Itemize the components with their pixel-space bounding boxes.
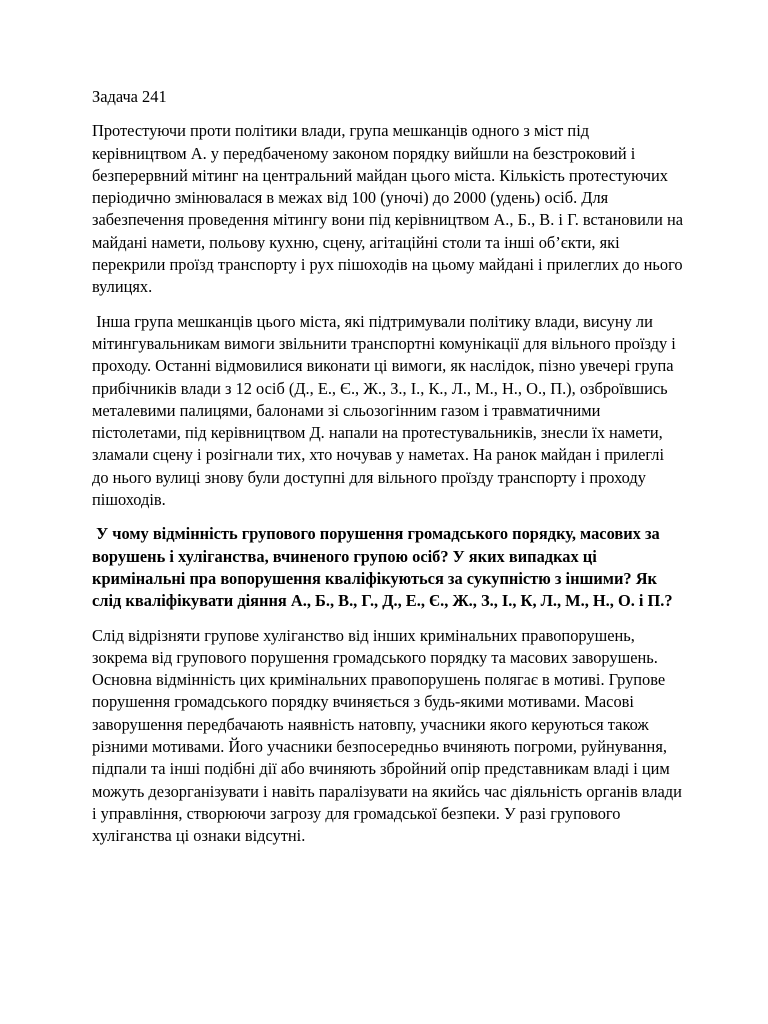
task-question (92, 523, 684, 612)
document-body (92, 86, 684, 860)
case-paragraph-2-text: Інша група мешканців цього міста, які підтримували політику влади, висуну ли мітингувальникам вимоги звільнити транспортні комунікації для вільного проїзду і проходу. Останні відмовилися виконати ці вимоги, як наслідок, пізно увечері група прибічників влади з 12 осіб (Д., Е., Є., Ж., З., І., К., Л., М., Н., О., П.), озброївшись металевими палицями, балонами зі сльозогінним газом і травматичними пістолетами, під керівництвом Д. напали на протестувальників, знесли їх намети, зламали сцену і розігнали тих, хто ночував у наметах. На ранок майдан і прилеглі до нього вулиці знову були доступні для вільного проїзду транспорту і проходу пішоходів. (92, 311, 676, 510)
answer-paragraph: Слід відрізняти групове хуліганство від інших кримінальних правопорушень, зокрема від групового порушення громадського порядку та масових заворушень. Основна відмінність цих кримінальних правопорушень полягає в мотиві. Групове порушення громадського порядку вчиняється з будь-якими мотивами. Масові заворушення передбачають наявність натовпу, учасники якого керуються також різними мотивами. Його учасники безпосередньо вчиняють погроми, руйнування, підпали та інші подібні дії або вчиняють збройний опір представникам владі і цим можуть дезорганізувати і навіть паралізувати на якийсь час діяльність органів влади і управління, створюючи загрозу для громадської безпеки. У разі групового хуліганства ці ознаки відсутні. (92, 625, 682, 846)
task-title: Задача 241 (92, 87, 167, 106)
case-paragraph-2 (92, 311, 684, 512)
case-paragraph-1: Протестуючи проти політики влади, група мешканців одного з міст під керівництвом А. у передбаченому законом порядку вийшли на безстроковий і безперервний мітинг на центральний майдан цього міста. Кількість протестуючих періодично змінювалася в межах від 100 (уночі) до 2000 (удень) осіб. Для забезпечення проведення мітингу вони під керівництвом А., Б., В. і Г. встановили на майдані намети, польову кухню, сцену, агітаційні столи та інші об’єкти, які перекрили проїзд транспорту і рух пішоходів на цьому майдані і прилеглих до нього вулицях. (92, 121, 684, 297)
task-question-text: У чому відмінність групового порушення громадського порядку, масових за ворушень і хуліганства, вчиненого групою осіб? У яких випадках ці кримінальні пра вопорушення кваліфікуються за сукупністю з іншими? Як слід кваліфікувати діяння А., Б., В., Г., Д., Е., Є., Ж., З., І., К, Л., М., Н., О. і П.? (92, 524, 673, 611)
